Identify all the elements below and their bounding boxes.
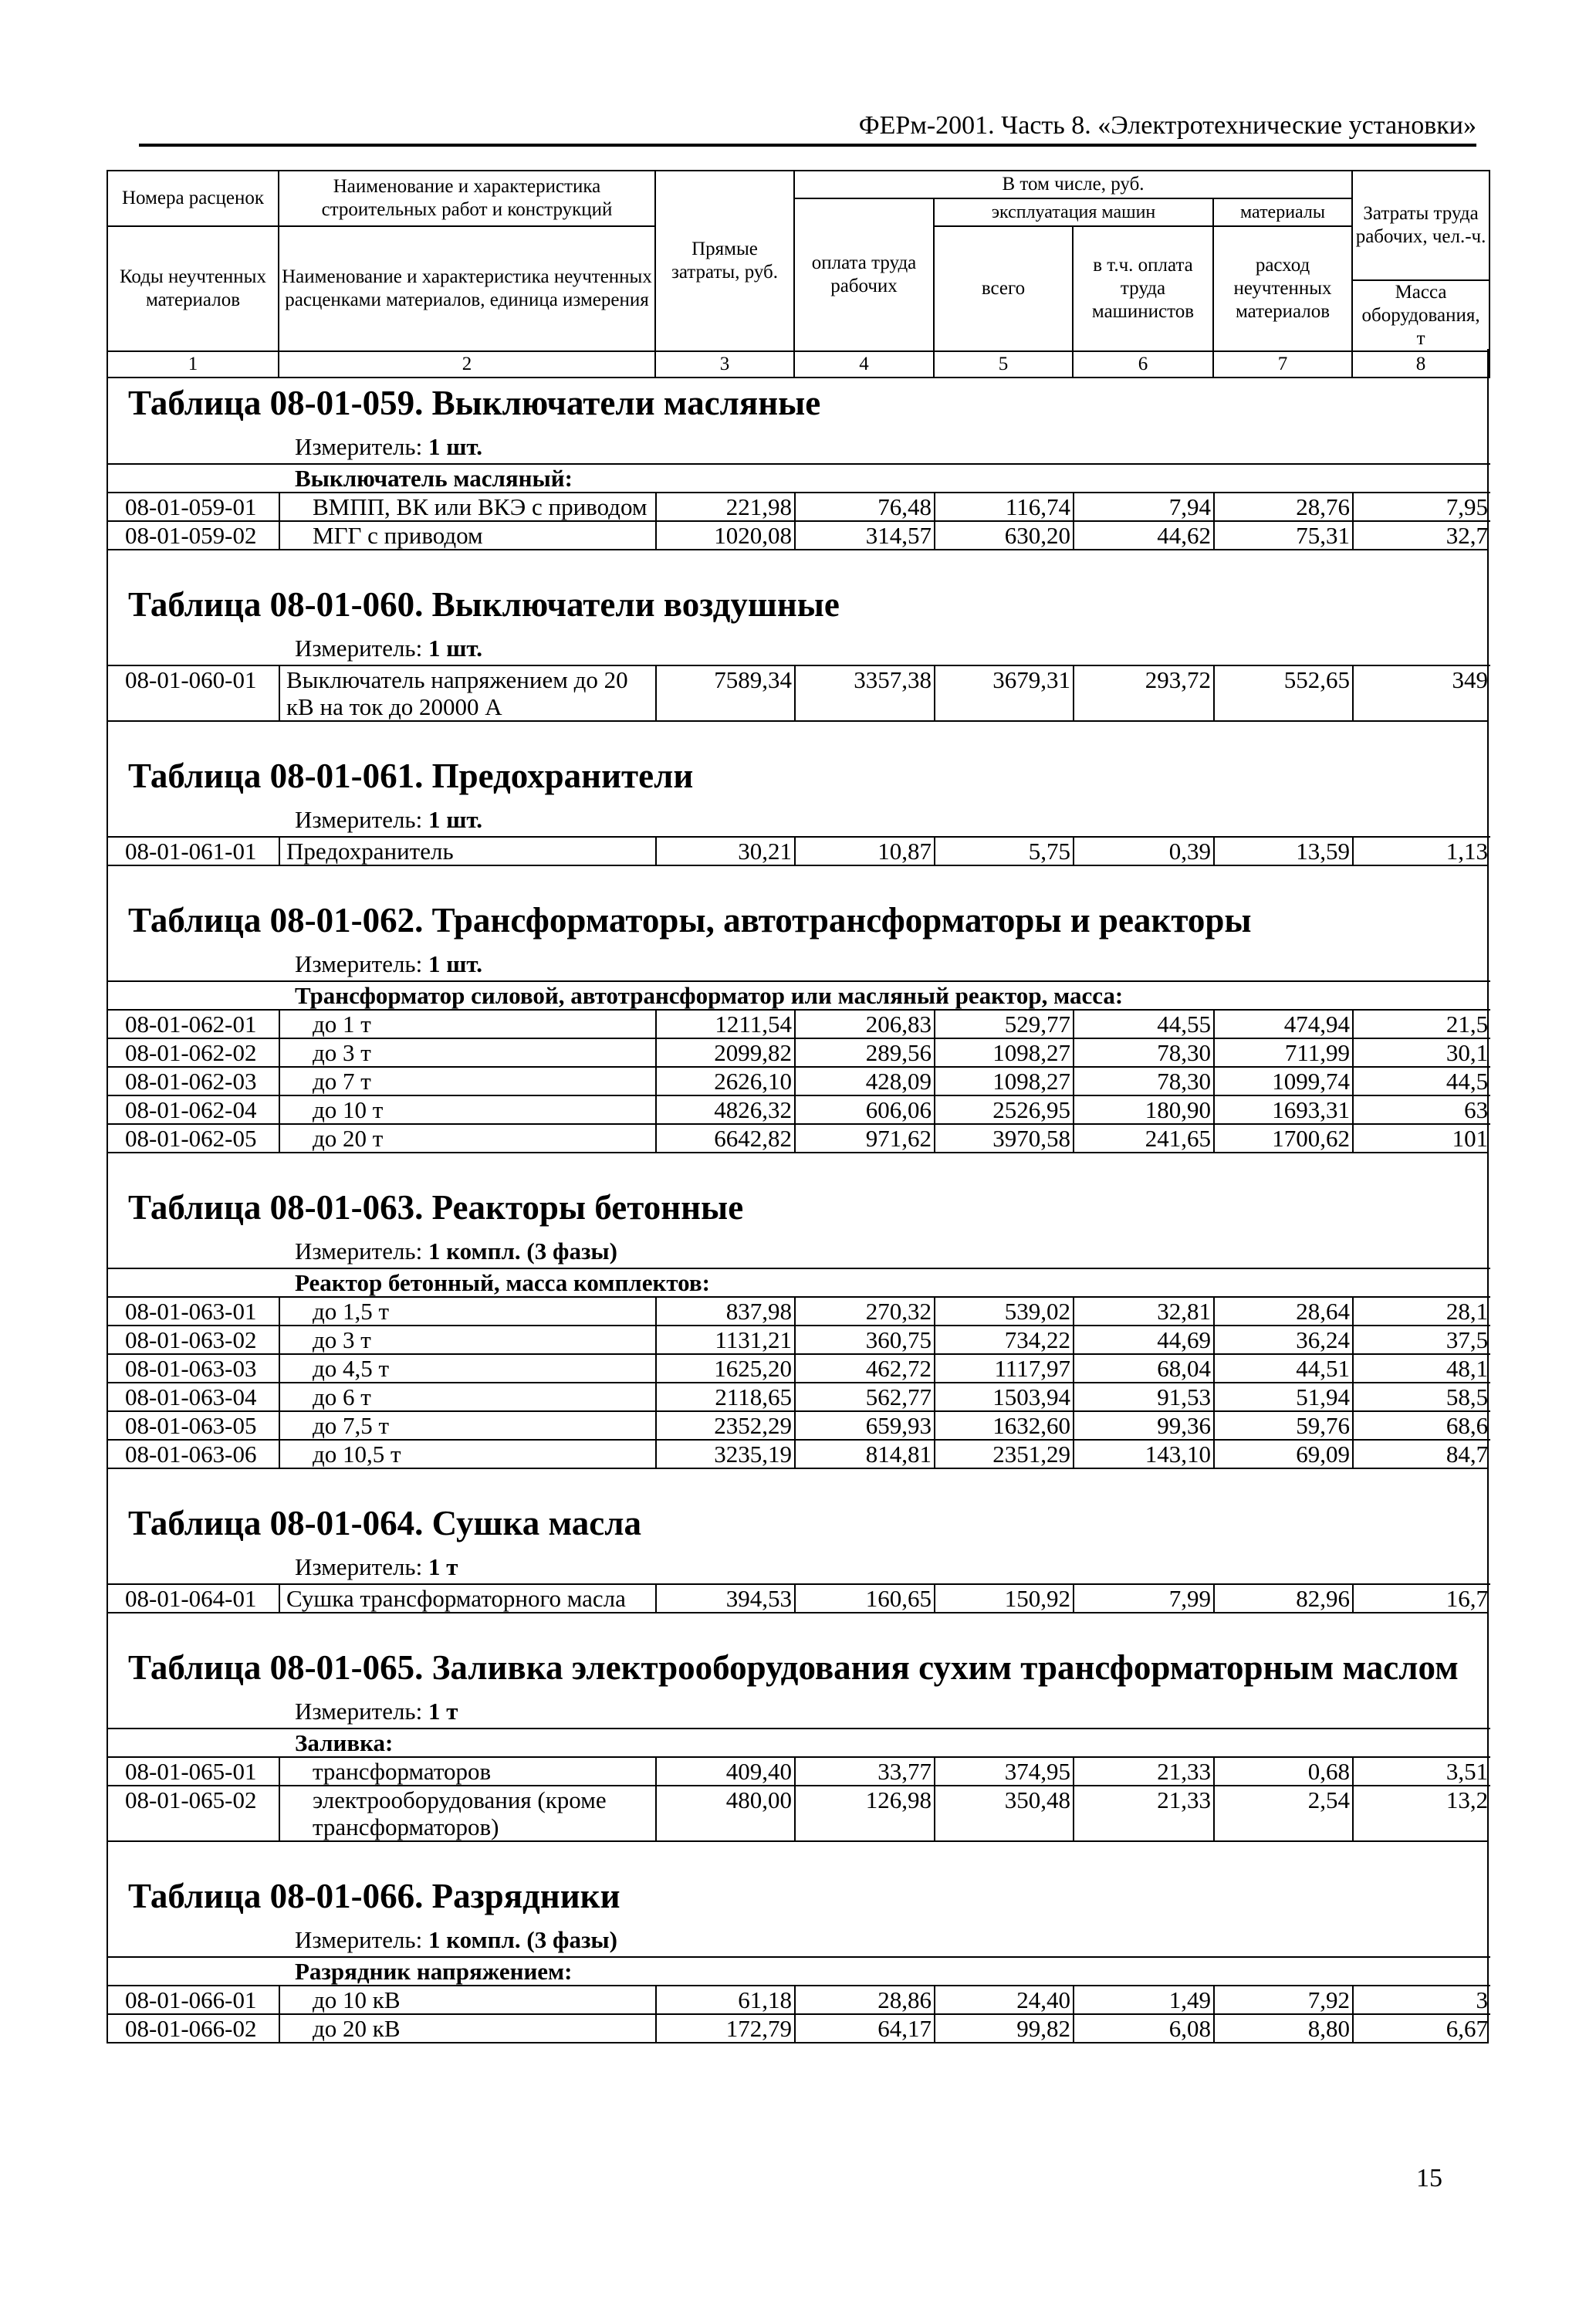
materials-value: 28,64 — [1214, 1297, 1353, 1326]
machines-total-value: 99,82 — [935, 2014, 1074, 2042]
table-title: Таблица 08-01-061. Предохранители — [128, 757, 694, 795]
machines-total-value: 116,74 — [935, 493, 1074, 521]
machinists-pay-value: 143,10 — [1074, 1440, 1214, 1468]
table-title: Таблица 08-01-065. Заливка электрооборудования сухим трансформаторным маслом — [128, 1648, 1459, 1687]
measure-unit-label: Измеритель: — [295, 635, 423, 662]
labor-pay-value: 814,81 — [795, 1440, 935, 1468]
labor-pay-value: 360,75 — [795, 1326, 935, 1354]
work-name: Предохранитель — [279, 837, 656, 865]
group-row — [108, 1729, 1490, 1757]
labor-pay-value: 971,62 — [795, 1124, 935, 1152]
rate-code: 08-01-063-06 — [108, 1440, 279, 1468]
measure-unit — [108, 805, 1487, 836]
labor-pay-value: 270,32 — [795, 1297, 935, 1326]
rate-table-block — [107, 1153, 1489, 1469]
work-name: МГГ с приводом — [279, 521, 656, 549]
rate-code: 08-01-062-04 — [108, 1095, 279, 1124]
direct-costs-value: 4826,32 — [656, 1095, 795, 1124]
work-name: до 20 т — [279, 1124, 656, 1152]
work-name: до 7 т — [279, 1067, 656, 1095]
machines-total-value: 529,77 — [935, 1010, 1074, 1038]
measure-unit — [108, 432, 1487, 463]
machines-total-value: 539,02 — [935, 1297, 1074, 1326]
group-heading: Разрядник напряжением: — [108, 1957, 1490, 1986]
rate-table-block — [107, 1469, 1489, 1613]
labor-hours-value: 30,1 — [1353, 1038, 1490, 1067]
labor-pay-value: 206,83 — [795, 1010, 935, 1038]
work-name: до 3 т — [279, 1326, 656, 1354]
table-title: Таблица 08-01-064. Сушка масла — [128, 1504, 642, 1542]
materials-value: 1693,31 — [1214, 1095, 1353, 1124]
measure-unit-value: 1 шт. — [428, 950, 483, 977]
header-col-num: 6 — [1073, 351, 1213, 378]
header-material-codes: Коды неучтенных материалов — [107, 226, 279, 351]
machines-total-value: 1098,27 — [935, 1067, 1074, 1095]
materials-value: 44,51 — [1214, 1354, 1353, 1383]
direct-costs-value: 2099,82 — [656, 1038, 795, 1067]
work-name: до 1 т — [279, 1010, 656, 1038]
direct-costs-value: 1211,54 — [656, 1010, 795, 1038]
machinists-pay-value: 91,53 — [1074, 1383, 1214, 1411]
table-row — [108, 521, 1490, 549]
rate-code: 08-01-066-01 — [108, 1986, 279, 2014]
materials-value: 2,54 — [1214, 1786, 1353, 1840]
table-row — [108, 1757, 1490, 1786]
machinists-pay-value: 21,33 — [1074, 1786, 1214, 1840]
work-name: до 10,5 т — [279, 1440, 656, 1468]
rate-code: 08-01-063-02 — [108, 1326, 279, 1354]
machinists-pay-value: 68,04 — [1074, 1354, 1214, 1383]
rate-code: 08-01-059-01 — [108, 493, 279, 521]
direct-costs-value: 1625,20 — [656, 1354, 795, 1383]
materials-value: 0,68 — [1214, 1757, 1353, 1786]
materials-value: 474,94 — [1214, 1010, 1353, 1038]
header-labor-pay: оплата труда рабочих — [794, 198, 934, 351]
labor-hours-value: 3,51 — [1353, 1757, 1490, 1786]
machinists-pay-value: 1,49 — [1074, 1986, 1214, 2014]
labor-hours-value: 48,1 — [1353, 1354, 1490, 1383]
rate-code: 08-01-065-02 — [108, 1786, 279, 1840]
table-row — [108, 1297, 1490, 1326]
rate-code: 08-01-065-01 — [108, 1757, 279, 1786]
direct-costs-value: 3235,19 — [656, 1440, 795, 1468]
labor-pay-value: 76,48 — [795, 493, 935, 521]
header-machines-total: всего — [934, 226, 1073, 351]
header-machine-operation: эксплуатация машин — [934, 198, 1213, 226]
direct-costs-value: 480,00 — [656, 1786, 795, 1840]
measure-unit — [108, 1237, 1487, 1268]
table-row — [108, 1986, 1490, 2014]
table-row — [108, 1440, 1490, 1468]
work-name: трансформаторов — [279, 1757, 656, 1786]
measure-unit-label: Измеритель: — [295, 1238, 423, 1265]
labor-pay-value: 314,57 — [795, 521, 935, 549]
direct-costs-value: 221,98 — [656, 493, 795, 521]
rate-rows — [108, 1268, 1490, 1468]
rate-code: 08-01-060-01 — [108, 665, 279, 720]
header-work-name: Наименование и характеристика строительных работ и конструкций — [279, 171, 655, 226]
group-heading: Трансформатор силовой, автотрансформатор или масляный реактор, масса: — [108, 981, 1490, 1010]
materials-value: 59,76 — [1214, 1411, 1353, 1440]
work-name: до 1,5 т — [279, 1297, 656, 1326]
labor-hours-value: 349 — [1353, 665, 1490, 720]
machines-total-value: 3970,58 — [935, 1124, 1074, 1152]
labor-hours-value: 58,5 — [1353, 1383, 1490, 1411]
labor-hours-value: 63 — [1353, 1095, 1490, 1124]
work-name: Сушка трансформаторного масла — [279, 1584, 656, 1612]
rate-code: 08-01-059-02 — [108, 521, 279, 549]
labor-hours-value: 44,5 — [1353, 1067, 1490, 1095]
direct-costs-value: 1131,21 — [656, 1326, 795, 1354]
machinists-pay-value: 0,39 — [1074, 837, 1214, 865]
materials-value: 75,31 — [1214, 521, 1353, 549]
materials-value: 28,76 — [1214, 493, 1353, 521]
table-row — [108, 493, 1490, 521]
header-equipment-mass: Масса оборудования, т — [1352, 280, 1489, 351]
rate-rows — [108, 836, 1490, 865]
work-name: до 6 т — [279, 1383, 656, 1411]
direct-costs-value: 30,21 — [656, 837, 795, 865]
measure-unit — [108, 634, 1487, 665]
labor-hours-value: 37,5 — [1353, 1326, 1490, 1354]
materials-value: 36,24 — [1214, 1326, 1353, 1354]
direct-costs-value: 2352,29 — [656, 1411, 795, 1440]
direct-costs-value: 1020,08 — [656, 521, 795, 549]
rate-rows — [108, 665, 1490, 720]
rate-code: 08-01-063-03 — [108, 1354, 279, 1383]
materials-value: 1099,74 — [1214, 1067, 1353, 1095]
header-col-num: 1 — [107, 351, 279, 378]
table-row — [108, 665, 1490, 720]
labor-hours-value: 1,13 — [1353, 837, 1490, 865]
machines-total-value: 734,22 — [935, 1326, 1074, 1354]
labor-hours-value: 7,95 — [1353, 493, 1490, 521]
table-title: Таблица 08-01-060. Выключатели воздушные — [128, 585, 840, 624]
measure-unit-value: 1 т — [428, 1698, 458, 1725]
work-name: до 10 кВ — [279, 1986, 656, 2014]
machines-total-value: 150,92 — [935, 1584, 1074, 1612]
labor-pay-value: 289,56 — [795, 1038, 935, 1067]
labor-hours-value: 6,67 — [1353, 2014, 1490, 2042]
rate-code: 08-01-062-02 — [108, 1038, 279, 1067]
machines-total-value: 2526,95 — [935, 1095, 1074, 1124]
machinists-pay-value: 44,69 — [1074, 1326, 1214, 1354]
rate-code: 08-01-066-02 — [108, 2014, 279, 2042]
table-row — [108, 1411, 1490, 1440]
measure-unit-value: 1 шт. — [428, 806, 483, 833]
measure-unit — [108, 950, 1487, 980]
rate-table-block — [107, 550, 1489, 722]
labor-hours-value: 84,7 — [1353, 1440, 1490, 1468]
labor-pay-value: 33,77 — [795, 1757, 935, 1786]
measure-unit-value: 1 шт. — [428, 433, 483, 460]
materials-value: 51,94 — [1214, 1383, 1353, 1411]
measure-unit — [108, 1697, 1487, 1728]
header-col-num: 5 — [934, 351, 1073, 378]
header-materials: материалы — [1213, 198, 1352, 226]
materials-value: 552,65 — [1214, 665, 1353, 720]
rate-rows — [108, 1728, 1490, 1840]
direct-costs-value: 7589,34 — [656, 665, 795, 720]
measure-unit-label: Измеритель: — [295, 806, 423, 833]
machines-total-value: 1632,60 — [935, 1411, 1074, 1440]
table-row — [108, 837, 1490, 865]
measure-unit-label: Измеритель: — [295, 1698, 423, 1725]
labor-pay-value: 659,93 — [795, 1411, 935, 1440]
machinists-pay-value: 293,72 — [1074, 665, 1214, 720]
header-col-num: 7 — [1213, 351, 1352, 378]
labor-pay-value: 428,09 — [795, 1067, 935, 1095]
measure-unit — [108, 1925, 1487, 1956]
labor-pay-value: 10,87 — [795, 837, 935, 865]
rate-code: 08-01-063-05 — [108, 1411, 279, 1440]
group-heading: Выключатель масляный: — [108, 464, 1490, 493]
materials-value: 13,59 — [1214, 837, 1353, 865]
rate-code: 08-01-062-01 — [108, 1010, 279, 1038]
running-head: ФЕРм-2001. Часть 8. «Электротехнические установки» — [858, 111, 1476, 140]
rate-code: 08-01-062-05 — [108, 1124, 279, 1152]
machinists-pay-value: 44,62 — [1074, 521, 1214, 549]
machinists-pay-value: 180,90 — [1074, 1095, 1214, 1124]
header-col-num: 4 — [794, 351, 934, 378]
machines-total-value: 24,40 — [935, 1986, 1074, 2014]
table-title: Таблица 08-01-059. Выключатели масляные — [128, 384, 821, 422]
materials-value: 82,96 — [1214, 1584, 1353, 1612]
machinists-pay-value: 241,65 — [1074, 1124, 1214, 1152]
table-row — [108, 1124, 1490, 1152]
group-row — [108, 1957, 1490, 1986]
machines-total-value: 3679,31 — [935, 665, 1074, 720]
direct-costs-value: 2626,10 — [656, 1067, 795, 1095]
materials-value: 69,09 — [1214, 1440, 1353, 1468]
labor-hours-value: 21,5 — [1353, 1010, 1490, 1038]
table-row — [108, 1038, 1490, 1067]
group-row — [108, 464, 1490, 493]
machines-total-value: 1503,94 — [935, 1383, 1074, 1411]
rate-code: 08-01-061-01 — [108, 837, 279, 865]
header-material-name: Наименование и характеристика неучтенных расценками материалов, единица измерения — [279, 226, 655, 351]
table-row — [108, 1354, 1490, 1383]
table-title: Таблица 08-01-062. Трансформаторы, автотрансформаторы и реакторы — [128, 901, 1252, 940]
measure-unit-label: Измеритель: — [295, 433, 423, 460]
table-row — [108, 1067, 1490, 1095]
table-row — [108, 1010, 1490, 1038]
rate-table-block — [107, 722, 1489, 866]
measure-unit-label: Измеритель: — [295, 1553, 423, 1580]
group-heading: Заливка: — [108, 1729, 1490, 1757]
machines-total-value: 350,48 — [935, 1786, 1074, 1840]
work-name: электрооборудования (кроме трансформаторов) — [279, 1786, 656, 1840]
rate-rows — [108, 463, 1490, 549]
labor-pay-value: 64,17 — [795, 2014, 935, 2042]
materials-value: 711,99 — [1214, 1038, 1353, 1067]
rate-rows — [108, 1583, 1490, 1612]
work-name: Выключатель напряжением до 20 кВ на ток до 20000 А — [279, 665, 656, 720]
machinists-pay-value: 78,30 — [1074, 1038, 1214, 1067]
work-name: до 10 т — [279, 1095, 656, 1124]
direct-costs-value: 6642,82 — [656, 1124, 795, 1152]
work-name: до 7,5 т — [279, 1411, 656, 1440]
rate-rows — [108, 980, 1490, 1152]
header-machinists-pay: в т.ч. оплата труда машинистов — [1073, 226, 1213, 351]
rate-code: 08-01-064-01 — [108, 1584, 279, 1612]
work-name: ВМПП, ВК или ВКЭ с приводом — [279, 493, 656, 521]
table-title: Таблица 08-01-066. Разрядники — [128, 1877, 620, 1915]
labor-pay-value: 160,65 — [795, 1584, 935, 1612]
table-row — [108, 2014, 1490, 2042]
labor-hours-value: 3 — [1353, 1986, 1490, 2014]
header-materials-use: расход неучтенных материалов — [1213, 226, 1352, 351]
group-row — [108, 1268, 1490, 1297]
header-rule — [139, 144, 1476, 147]
measure-unit-value: 1 компл. (3 фазы) — [428, 1238, 617, 1265]
rate-tables — [107, 349, 1489, 2043]
direct-costs-value: 394,53 — [656, 1584, 795, 1612]
table-title: Таблица 08-01-063. Реакторы бетонные — [128, 1188, 744, 1227]
machines-total-value: 630,20 — [935, 521, 1074, 549]
measure-unit-value: 1 т — [428, 1553, 458, 1580]
header-direct-costs: Прямые затраты, руб. — [655, 171, 794, 351]
labor-hours-value: 13,2 — [1353, 1786, 1490, 1840]
measure-unit-label: Измеритель: — [295, 950, 423, 977]
machines-total-value: 1117,97 — [935, 1354, 1074, 1383]
labor-hours-value: 28,1 — [1353, 1297, 1490, 1326]
header-labor-cost: Затраты труда рабочих, чел.-ч. — [1352, 171, 1489, 280]
work-name: до 4,5 т — [279, 1354, 656, 1383]
labor-pay-value: 3357,38 — [795, 665, 935, 720]
work-name: до 20 кВ — [279, 2014, 656, 2042]
machinists-pay-value: 32,81 — [1074, 1297, 1214, 1326]
rate-table-block — [107, 866, 1489, 1153]
direct-costs-value: 409,40 — [656, 1757, 795, 1786]
labor-pay-value: 562,77 — [795, 1383, 935, 1411]
group-row — [108, 981, 1490, 1010]
direct-costs-value: 837,98 — [656, 1297, 795, 1326]
work-name: до 3 т — [279, 1038, 656, 1067]
machinists-pay-value: 7,94 — [1074, 493, 1214, 521]
rate-table-block — [107, 1613, 1489, 1842]
table-row — [108, 1095, 1490, 1124]
machinists-pay-value: 78,30 — [1074, 1067, 1214, 1095]
labor-hours-value: 68,6 — [1353, 1411, 1490, 1440]
machines-total-value: 2351,29 — [935, 1440, 1074, 1468]
labor-hours-value: 101 — [1353, 1124, 1490, 1152]
measure-unit-value: 1 компл. (3 фазы) — [428, 1926, 617, 1953]
rate-rows — [108, 1956, 1490, 2042]
labor-pay-value: 28,86 — [795, 1986, 935, 2014]
table-row — [108, 1786, 1490, 1840]
machines-total-value: 374,95 — [935, 1757, 1074, 1786]
machines-total-value: 1098,27 — [935, 1038, 1074, 1067]
measure-unit-label: Измеритель: — [295, 1926, 423, 1953]
labor-hours-value: 16,7 — [1353, 1584, 1490, 1612]
direct-costs-value: 2118,65 — [656, 1383, 795, 1411]
table-row — [108, 1326, 1490, 1354]
machinists-pay-value: 7,99 — [1074, 1584, 1214, 1612]
direct-costs-value: 61,18 — [656, 1986, 795, 2014]
labor-pay-value: 126,98 — [795, 1786, 935, 1840]
header-rate-numbers: Номера расценок — [107, 171, 279, 226]
materials-value: 1700,62 — [1214, 1124, 1353, 1152]
rate-table-block — [107, 349, 1489, 550]
page-number: 15 — [1416, 2164, 1442, 2192]
group-heading: Реактор бетонный, масса комплектов: — [108, 1268, 1490, 1297]
header-col-num: 2 — [279, 351, 655, 378]
machinists-pay-value: 99,36 — [1074, 1411, 1214, 1440]
machines-total-value: 5,75 — [935, 837, 1074, 865]
materials-value: 7,92 — [1214, 1986, 1353, 2014]
labor-hours-value: 32,7 — [1353, 521, 1490, 549]
direct-costs-value: 172,79 — [656, 2014, 795, 2042]
materials-value: 8,80 — [1214, 2014, 1353, 2042]
header-including: В том числе, руб. — [794, 171, 1352, 198]
machinists-pay-value: 6,08 — [1074, 2014, 1214, 2042]
machinists-pay-value: 21,33 — [1074, 1757, 1214, 1786]
rate-table-block — [107, 1842, 1489, 2043]
header-col-num: 3 — [655, 351, 794, 378]
rate-code: 08-01-063-04 — [108, 1383, 279, 1411]
machinists-pay-value: 44,55 — [1074, 1010, 1214, 1038]
header-col-num: 8 — [1352, 351, 1489, 378]
rate-code: 08-01-063-01 — [108, 1297, 279, 1326]
measure-unit — [108, 1552, 1487, 1583]
rate-code: 08-01-062-03 — [108, 1067, 279, 1095]
labor-pay-value: 462,72 — [795, 1354, 935, 1383]
labor-pay-value: 606,06 — [795, 1095, 935, 1124]
table-row — [108, 1383, 1490, 1411]
measure-unit-value: 1 шт. — [428, 635, 483, 662]
table-row — [108, 1584, 1490, 1612]
column-header — [107, 170, 1490, 378]
